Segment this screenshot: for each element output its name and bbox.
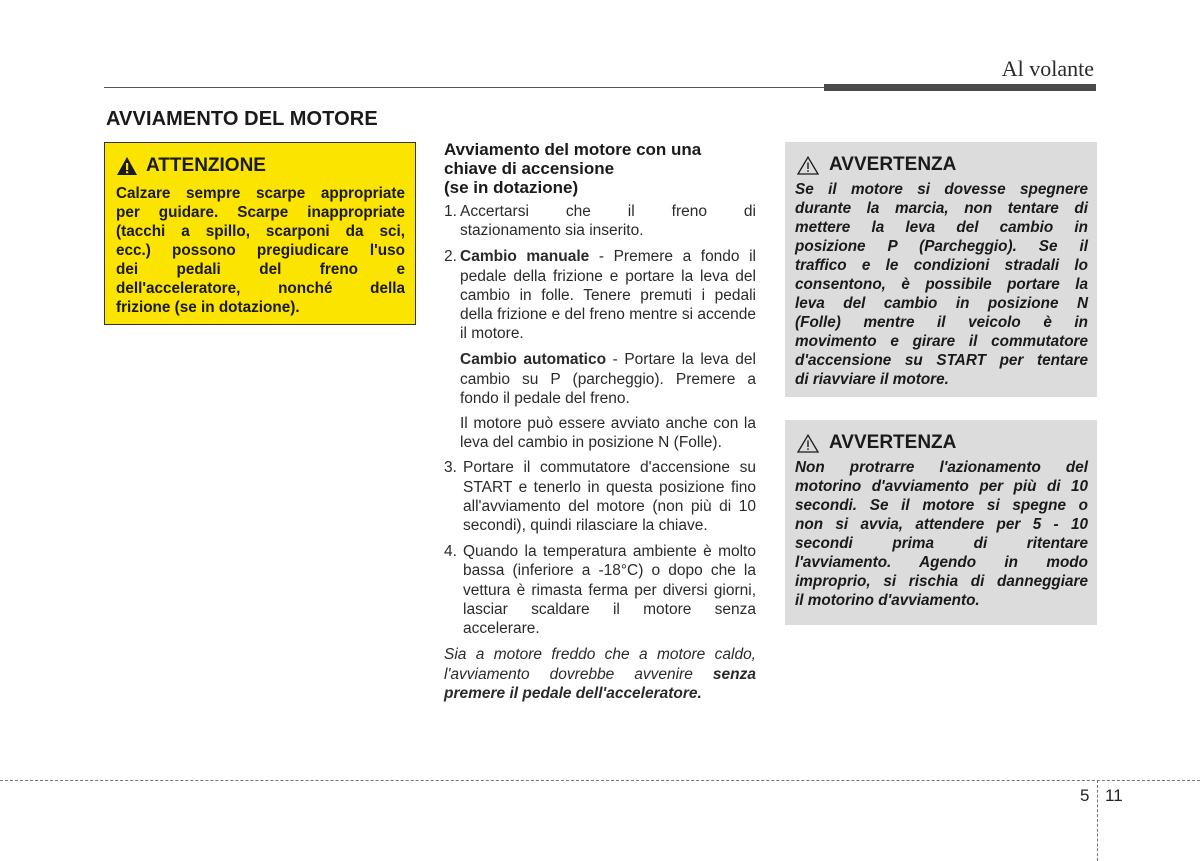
chapter-title: Al volante: [1001, 56, 1094, 81]
step-text: Portare il commutatore d'accensione su START e tenerlo in questa posizione fino all'avviamento del motore (non più di 10 secondi), quindi rilasciare la chiave.: [463, 459, 756, 535]
procedure-column: [444, 140, 756, 704]
warning-triangle-outline-icon: [797, 434, 819, 453]
caution-line: dei pedali del freno e: [116, 261, 405, 278]
step-2-note: Il motore può essere avviato anche con la leva del cambio in posizione N (Folle).: [460, 415, 756, 452]
step-text: - Portare la leva del cambio su P (parcheggio). Premere a fondo il pedale del freno.: [460, 351, 756, 407]
step-2-automatic: [444, 350, 756, 408]
warning-line: posizione P (Parcheggio). Se il: [795, 238, 1088, 255]
warning-triangle-outline-icon: [797, 156, 819, 175]
footer-page-divider: [1097, 780, 1098, 861]
warning-header: [795, 154, 1088, 176]
step-number: 4.: [444, 543, 457, 561]
warning-line: Non protrarre l'azionamento del: [795, 459, 1088, 476]
section-title: AVVIAMENTO DEL MOTORE: [106, 108, 378, 130]
procedure-heading: [444, 140, 756, 197]
warning-line: secondi. Se il motore si spegne o: [795, 497, 1088, 514]
warning-text: [795, 180, 1088, 389]
step-label-automatic: Cambio automatico: [460, 351, 607, 369]
warning-line: improprio, si rischia di danneggiare: [795, 573, 1088, 590]
caution-line: frizione (se in dotazione).: [116, 299, 300, 316]
warning-line: durante la marcia, non tentare di: [795, 200, 1088, 217]
warning-line: leva del cambio in posizione N: [795, 295, 1088, 312]
step-number: 1.: [444, 203, 457, 220]
warning-line: l'avviamento. Agendo in modo: [795, 554, 1088, 571]
footer-divider: [0, 780, 1200, 781]
note-line: [444, 665, 756, 685]
warning-line: mettere la leva del cambio in: [795, 219, 1088, 236]
step-2: [444, 247, 756, 343]
caution-line: per guidare. Scarpe inappropriate: [116, 204, 405, 221]
caution-line: dell'acceleratore, nonché della: [116, 280, 405, 297]
note-text: l'avviamento dovrebbe avvenire: [444, 665, 713, 683]
procedure-note: [444, 645, 756, 704]
warning-line: secondi prima di ritentare: [795, 535, 1088, 552]
warning-triangle-icon: [116, 156, 138, 176]
step-4: [444, 542, 756, 638]
step-text: - Premere a fondo il pedale della frizione e portare la leva del cambio in folle. Tenere premuti i pedali della frizione e del freno mentre si accende il motore.: [460, 248, 756, 343]
warning-line: consentono, è possibile portare la: [795, 276, 1088, 293]
caution-header: [116, 155, 405, 177]
caution-box: [104, 142, 416, 325]
warning-box-starter: [785, 420, 1097, 625]
warning-title: AVVERTENZA: [829, 432, 957, 453]
warning-line: il motorino d'avviamento.: [795, 592, 980, 609]
warning-line: motorino d'avviamento per più di 10: [795, 478, 1088, 495]
caution-line: (tacchi a spillo, scarponi da sci,: [116, 223, 405, 240]
step-1: [444, 202, 756, 240]
caution-line: ecc.) possono pregiudicare l'uso: [116, 242, 405, 259]
step-number: 2.: [444, 248, 457, 266]
step-label-manual: Cambio manuale: [460, 248, 590, 266]
page-number: 11: [1105, 786, 1123, 805]
warning-line: non si avvia, attendere per 5 - 10: [795, 516, 1088, 533]
step-text: stazionamento sia inserito.: [460, 222, 644, 240]
warning-text: [795, 458, 1088, 610]
procedure-heading-line: Avviamento del motore con una: [444, 140, 702, 159]
warning-box-stall: [785, 142, 1097, 397]
warning-line: Se il motore si dovesse spegnere: [795, 181, 1088, 198]
warning-line: traffico e le condizioni stradali lo: [795, 257, 1088, 274]
procedure-heading-line: (se in dotazione): [444, 178, 579, 197]
note-emphasis: senza: [712, 665, 756, 683]
note-line: [444, 684, 756, 704]
caution-line: Calzare sempre scarpe appropriate: [116, 185, 405, 202]
note-emphasis: premere il pedale dell'acceleratore.: [444, 685, 702, 703]
step-text: Accertarsi che il freno di: [460, 203, 756, 220]
note-line: Sia a motore freddo che a motore caldo,: [444, 646, 756, 664]
warning-line: di riavviare il motore.: [795, 371, 949, 388]
header-rule: [104, 87, 824, 88]
step-text: Quando la temperatura ambiente è molto bassa (inferiore a -18°C) o dopo che la vettura è rimasta ferma per diversi giorni, lasciar scaldare il motore senza accelerare.: [463, 543, 756, 638]
warning-line: movimento e girare il commutatore: [795, 333, 1088, 350]
step-3: [444, 458, 756, 535]
warning-line: (Folle) mentre il veicolo è in: [795, 314, 1088, 331]
caution-title: ATTENZIONE: [146, 155, 266, 176]
section-number: 5: [1080, 786, 1090, 805]
step-number: 3.: [444, 459, 457, 477]
header-rule-accent: [824, 84, 1096, 91]
caution-text: [116, 184, 405, 317]
warning-header: [795, 432, 1088, 454]
warning-title: AVVERTENZA: [829, 154, 957, 175]
warning-line: d'accensione su START per tentare: [795, 352, 1088, 369]
procedure-heading-line: chiave di accensione: [444, 159, 615, 178]
